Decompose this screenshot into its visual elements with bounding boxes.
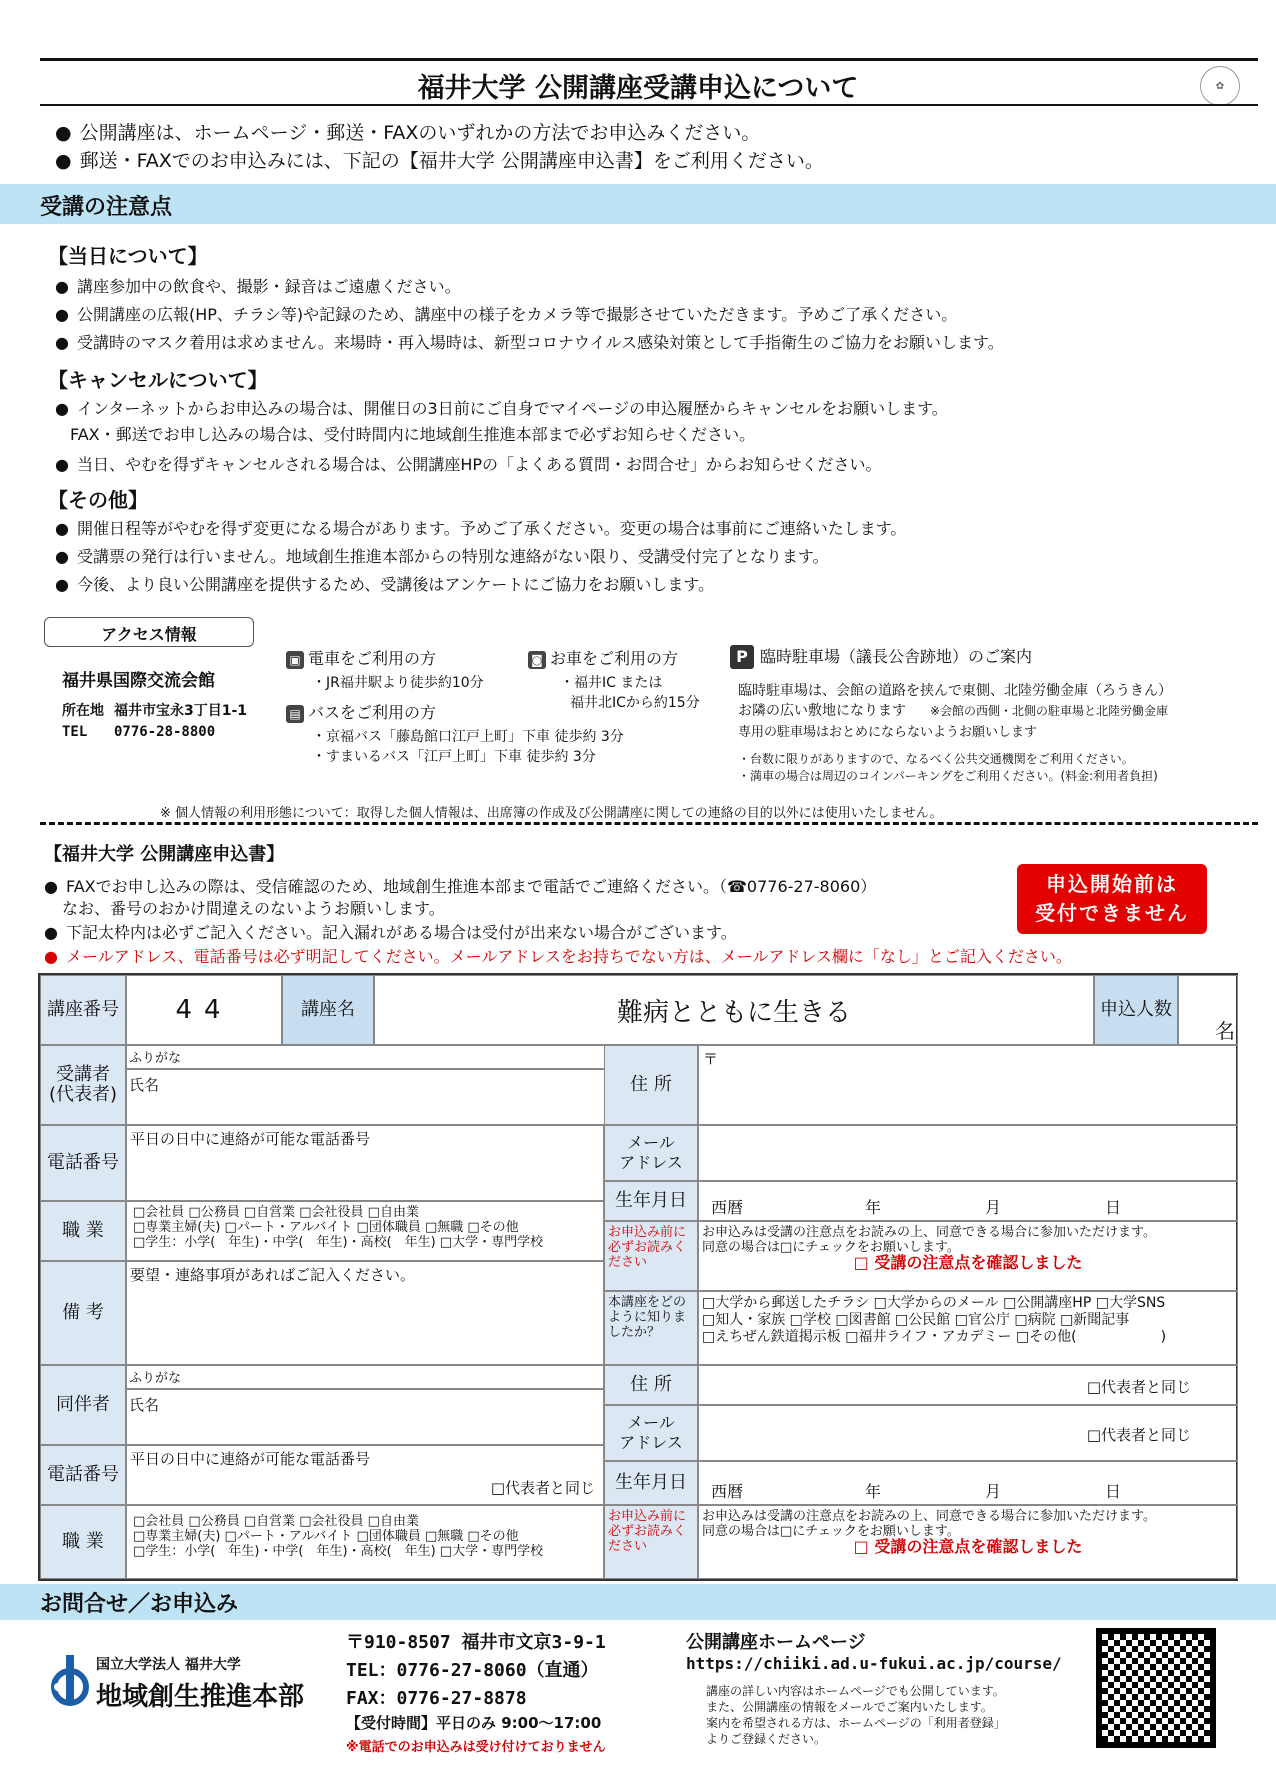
parking-note: ・満車の場合は周辺のコインパーキングをご利用ください。(料金:利用者負担) xyxy=(738,769,1158,783)
day-item: ● 公開講座の広報(HP、チラシ等)や記録のため、講座中の様子をカメラ等で撮影させていただきます。予めご了承ください。 xyxy=(55,302,957,325)
postal-address: 〒910-8507 福井市文京3-9-1 xyxy=(346,1632,606,1653)
day-item: ● 受講時のマスク着用は求めません。来場時・再入場時は、新型コロナウイルス感染対策として手指衛生のご協力をお願いします。 xyxy=(55,330,1004,353)
job-options: □会社員 □公務員 □自営業 □会社役員 □自由業 xyxy=(133,1205,419,1220)
required-note: ● 下記太枠内は必ずご記入ください。記入漏れがある場合は受付が出来ない場合がございます。 xyxy=(44,920,737,943)
how-label: 本講座をどのように知りましたか？ xyxy=(604,1291,698,1365)
cancel-item-cont: FAX・郵送でお申し込みの場合は、受付時間内に地域創生推進本部まで必ずお知らせください。 xyxy=(70,425,756,444)
intro-line-2: ● 郵送・FAXでのお申込みには、下記の【福井大学 公開講座申込書】をご利用ください。 xyxy=(55,146,824,173)
car-detail: 福井北ICから約15分 xyxy=(570,695,700,711)
other-title: 【その他】 xyxy=(48,488,148,512)
seal-icon: ✿ xyxy=(1200,66,1240,106)
venue-address: 福井市宝永3丁目1-1 xyxy=(114,703,248,719)
job-options: □専業主婦(夫) □パート・アルバイト □団体職員 □無職 □その他 xyxy=(133,1220,519,1235)
privacy-note: ※ 個人情報の利用形態について：取得した個人情報は、出席簿の作成及び公開講座に関しての連絡の目的以外には使用いたしません。 xyxy=(160,806,943,821)
reception-hours: 【受付時間】平日のみ 9:00～17:00 xyxy=(346,1714,602,1732)
contact-section-bar: お問合せ／お申込み xyxy=(0,1584,1276,1620)
companion-job-label: 職 業 xyxy=(40,1505,126,1579)
companion-birth-field[interactable] xyxy=(698,1461,1238,1505)
job-options: □会社員 □公務員 □自営業 □会社役員 □自由業 xyxy=(133,1514,419,1529)
course-no-label: 講座番号 xyxy=(40,975,126,1045)
venue-tel: 0776-28-8800 xyxy=(114,724,216,740)
how-option-line: □えちぜん鉄道掲示板 □福井ライフ・アカデミー □その他( ) xyxy=(702,1329,1167,1345)
homepage-note: よりご登録ください。 xyxy=(706,1732,827,1746)
cancel-title: 【キャンセルについて】 xyxy=(48,368,268,392)
parking-note: ・台数に限りがありますので、なるべく公共交通機関をご利用ください。 xyxy=(738,752,1134,766)
car-title: お車をご利用の方 xyxy=(550,649,679,668)
rep-furigana-field[interactable]: ふりがな xyxy=(126,1045,642,1069)
day-label: 日 xyxy=(1105,1482,1122,1501)
how-option-line: □知人・家族 □学校 □図書館 □公民館 □官公庁 □病院 □新聞記事 xyxy=(702,1312,1130,1328)
red-note: ● メールアドレス、電話番号は必ず明記してください。メールアドレスをお持ちでない方は、メールアドレス欄に「なし」とご記入ください。 xyxy=(44,944,1072,967)
application-form xyxy=(38,973,1238,1581)
era-label: 西暦 xyxy=(711,1482,744,1501)
qr-code-icon[interactable] xyxy=(1096,1628,1216,1748)
not-accepting-line-1: 申込開始前は xyxy=(1046,872,1178,896)
companion-phone-label: 電話番号 xyxy=(40,1445,126,1505)
agree-block xyxy=(698,1505,1238,1579)
companion-phone-field[interactable] xyxy=(126,1445,604,1505)
homepage-title: 公開講座ホームページ xyxy=(686,1632,866,1653)
parking-text: お隣の広い敷地になります xyxy=(738,703,906,719)
cut-line xyxy=(40,822,1258,825)
org-name: 地域創生推進本部 xyxy=(96,1682,305,1712)
cancel-item: ● 当日、やむを得ずキャンセルされる場合は、公開講座HPの「よくある質問・お問合せ」からお知らせください。 xyxy=(55,452,882,475)
rep-address-field[interactable]: 〒 xyxy=(698,1045,1238,1125)
train-title: 電車をご利用の方 xyxy=(308,649,437,668)
top-rule xyxy=(40,58,1258,61)
year-label: 年 xyxy=(865,1198,882,1217)
intro-line-1: ● 公開講座は、ホームページ・郵送・FAXのいずれかの方法でお申込みください。 xyxy=(55,118,760,145)
agree-text: お申込みは受講の注意点をお読みの上、同意できる場合に参加いただけます。 xyxy=(702,1509,1156,1524)
job-options: □学生：小学( 年生)・中学( 年生)・高校( 年生) □大学・専門学校 xyxy=(133,1544,544,1559)
parking-icon: P xyxy=(730,645,754,669)
same-as-rep-checkbox[interactable]: □代表者と同じ xyxy=(1086,1426,1191,1444)
rep-job-field[interactable] xyxy=(126,1201,604,1261)
homepage-note: 案内を希望される方は、ホームページの「利用者登録」 xyxy=(706,1716,1006,1730)
homepage-note: 講座の詳しい内容はホームページでも公開しています。 xyxy=(706,1684,1005,1698)
count-unit: 名 xyxy=(1215,1019,1235,1043)
not-accepting-badge xyxy=(1017,864,1207,934)
year-label: 年 xyxy=(865,1482,882,1501)
how-option-line: □大学から郵送したチラシ □大学からのメール □公開講座HP □大学SNS xyxy=(702,1295,1166,1311)
rep-phone-field[interactable]: 平日の日中に連絡が可能な電話番号 xyxy=(126,1125,604,1201)
rep-label: 受講者 (代表者) xyxy=(40,1045,126,1125)
rep-job-label: 職 業 xyxy=(40,1201,126,1261)
train-icon: ▣ xyxy=(286,651,304,669)
companion-mail-field[interactable] xyxy=(698,1405,1238,1461)
parking-text-note: ※会館の西側・北側の駐車場と北陸労働金庫 xyxy=(930,704,1169,718)
homepage-link[interactable]: https://chiiki.ad.u-fukui.ac.jp/course/ xyxy=(686,1654,1062,1673)
other-item: ● 今後、より良い公開講座を提供するため、受講後はアンケートにご協力をお願いします。 xyxy=(55,572,714,595)
bus-title: バスをご利用の方 xyxy=(308,703,437,722)
must-read-label: お申込み前に必ずお読みください xyxy=(604,1221,698,1291)
agree-checkbox[interactable]: □ 受講の注意点を確認しました xyxy=(853,1537,1083,1556)
companion-job-field[interactable] xyxy=(126,1505,604,1579)
day-title: 【当日について】 xyxy=(48,244,208,268)
day-item: ● 講座参加中の飲食や、撮影・録音はご遠慮ください。 xyxy=(55,274,461,297)
contact-fax: FAX：0776-27-8878 xyxy=(346,1688,527,1709)
course-no-field[interactable]: 44 xyxy=(126,975,282,1045)
contact-tel: TEL：0776-27-8060（直通） xyxy=(346,1660,599,1681)
month-label: 月 xyxy=(985,1198,1002,1217)
companion-address-field[interactable] xyxy=(698,1365,1238,1405)
other-item: ● 受講票の発行は行いません。地域創生推進本部からの特別な連絡がない限り、受講受付完了となります。 xyxy=(55,544,829,567)
access-label: アクセス情報 xyxy=(44,617,254,647)
job-options: □専業主婦(夫) □パート・アルバイト □団体職員 □無職 □その他 xyxy=(133,1529,519,1544)
parking-text: 専用の駐車場はおとめにならないようお願いします xyxy=(738,725,1038,740)
venue-name: 福井県国際交流会館 xyxy=(62,671,215,691)
rep-birth-label: 生年月日 xyxy=(604,1181,698,1221)
day-label: 日 xyxy=(1105,1198,1122,1217)
agree-block xyxy=(698,1221,1238,1291)
rep-name-field[interactable]: 氏名 xyxy=(126,1069,642,1125)
companion-birth-label: 生年月日 xyxy=(604,1461,698,1505)
fax-note: ● FAXでお申し込みの際は、受信確認のため、地域創生推進本部まで電話でご連絡ください。（☎0776-27-8060） xyxy=(44,874,876,897)
same-as-rep-checkbox[interactable]: □代表者と同じ xyxy=(490,1479,595,1497)
page-title: 福井大学 公開講座受講申込について xyxy=(417,73,859,104)
rep-phone-label: 電話番号 xyxy=(40,1125,126,1201)
fax-note-cont: なお、番号のおかけ間違えのないようお願いします。 xyxy=(62,899,445,918)
companion-address-label: 住 所 xyxy=(604,1365,698,1405)
rep-mail-field[interactable] xyxy=(698,1125,1238,1181)
agree-text: 同意の場合は□にチェックをお願いします。 xyxy=(702,1240,960,1255)
companion-name-field[interactable]: 氏名 xyxy=(126,1389,604,1445)
rep-address-label: 住 所 xyxy=(604,1045,698,1125)
phone-hint: 平日の日中に連絡が可能な電話番号 xyxy=(130,1450,371,1468)
agree-checkbox[interactable]: □ 受講の注意点を確認しました xyxy=(853,1253,1083,1272)
agree-text: お申込みは受講の注意点をお読みの上、同意できる場合に参加いただけます。 xyxy=(702,1225,1156,1240)
other-item: ● 開催日程等がやむを得ず変更になる場合があります。予めご了承ください。変更の場合は事前にご連絡いたします。 xyxy=(55,516,906,539)
how-options[interactable] xyxy=(698,1291,1238,1365)
era-label: 西暦 xyxy=(711,1198,744,1217)
cancel-item: ● インターネットからお申込みの場合は、開催日の3日前にご自身でマイページの申込履歴からキャンセルをお願いします。 xyxy=(55,396,948,419)
course-name-label: 講座名 xyxy=(282,975,374,1045)
not-accepting-line-2: 受付できません xyxy=(1035,901,1189,925)
fukui-univ-logo-icon xyxy=(48,1651,92,1707)
address-label: 所在地 xyxy=(62,703,104,719)
homepage-note: また、公開講座の情報をメールでご案内いたします。 xyxy=(706,1700,993,1714)
parking-title: 臨時駐車場（議長公舎跡地）のご案内 xyxy=(760,647,1033,666)
course-name-field[interactable]: 難病とともに生きる xyxy=(374,975,1094,1045)
must-read-label: お申込み前に必ずお読みください xyxy=(604,1505,698,1579)
no-phone-note: ※電話でのお申込みは受け付けておりません xyxy=(346,1740,606,1755)
rep-mail-label: メール アドレス xyxy=(604,1125,698,1181)
job-options: □学生：小学( 年生)・中学( 年生)・高校( 年生) □大学・専門学校 xyxy=(133,1235,544,1250)
companion-furigana-field[interactable]: ふりがな xyxy=(126,1365,604,1389)
car-icon: ◙ xyxy=(528,651,546,669)
remarks-label: 備 考 xyxy=(40,1261,126,1365)
train-detail: ・JR福井駅より徒歩約10分 xyxy=(312,675,484,691)
parking-text: 臨時駐車場は、会館の道路を挟んで東側、北陸労働金庫（ろうきん） xyxy=(738,683,1172,699)
org-name-small: 国立大学法人 福井大学 xyxy=(96,1657,241,1673)
bus-icon: ▤ xyxy=(286,705,304,723)
car-detail: ・福井IC または xyxy=(560,675,663,691)
form-title: 【福井大学 公開講座申込書】 xyxy=(44,844,285,865)
same-as-rep-checkbox[interactable]: □代表者と同じ xyxy=(1086,1378,1191,1396)
month-label: 月 xyxy=(985,1482,1002,1501)
agree-text: 同意の場合は□にチェックをお願いします。 xyxy=(702,1524,960,1539)
remarks-field[interactable]: 要望・連絡事項があればご記入ください。 xyxy=(126,1261,604,1365)
bus-detail: ・すまいるバス「江戸上町」下車 徒歩約 3分 xyxy=(312,749,596,765)
count-field[interactable] xyxy=(1178,975,1238,1045)
bus-detail: ・京福バス「藤島館口江戸上町」下車 徒歩約 3分 xyxy=(312,729,624,745)
title-rule xyxy=(40,104,1258,106)
notes-section-bar: 受講の注意点 xyxy=(0,184,1276,224)
rep-birth-field[interactable] xyxy=(698,1181,1238,1221)
companion-mail-label: メール アドレス xyxy=(604,1405,698,1461)
companion-label: 同伴者 xyxy=(40,1365,126,1445)
count-label: 申込人数 xyxy=(1094,975,1178,1045)
tel-label: TEL xyxy=(62,724,88,740)
